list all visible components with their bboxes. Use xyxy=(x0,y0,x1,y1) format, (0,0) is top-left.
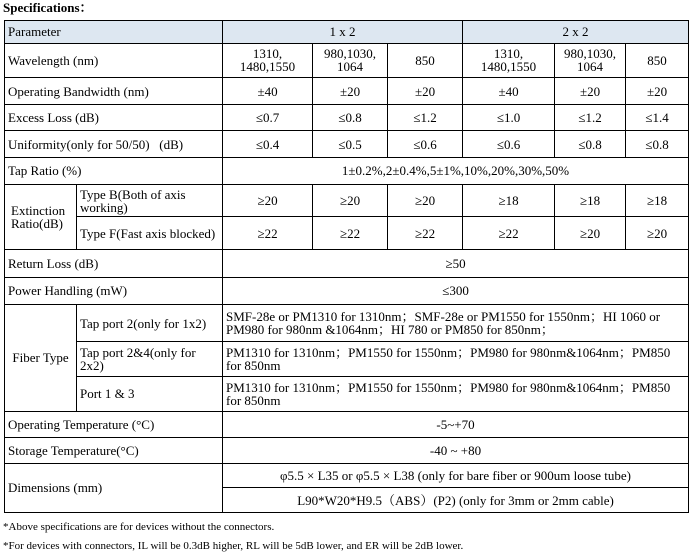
row-label: Power Handling (mW) xyxy=(5,277,223,305)
table-cell: ≤0.8 xyxy=(313,104,388,131)
table-cell: 1±0.2%,2±0.4%,5±1%,10%,20%,30%,50% xyxy=(223,158,689,185)
table-cell: ≤0.5 xyxy=(313,131,388,158)
tap-ratio-row xyxy=(5,158,689,185)
table-cell: ≤0.6 xyxy=(388,131,463,158)
table-cell: ≥18 xyxy=(555,184,626,217)
table-cell: ≤0.8 xyxy=(555,131,626,158)
table-cell: ±40 xyxy=(223,78,313,105)
specifications-table xyxy=(4,20,689,513)
return-loss-row xyxy=(5,250,689,278)
uniformity-row xyxy=(5,131,689,158)
table-cell: ≤0.8 xyxy=(626,131,689,158)
fiber-tap-port-24-row xyxy=(5,342,689,377)
table-cell: ≤1.2 xyxy=(388,104,463,131)
wavelength-row xyxy=(5,43,689,78)
excess-loss-row xyxy=(5,104,689,131)
header-group-1x2: 1 x 2 xyxy=(223,21,463,44)
table-cell: PM1310 for 1310nm；PM1550 for 1550nm；PM980 for 980nm&1064nm；PM850 for 850nm xyxy=(223,342,689,377)
table-cell: 1310, 1480,1550 xyxy=(223,43,313,78)
row-label: Dimensions (mm) xyxy=(5,463,223,512)
table-cell: PM1310 for 1310nm；PM1550 for 1550nm；PM980 for 980nm&1064nm；PM850 for 850nm xyxy=(223,376,689,411)
header-parameter: Parameter xyxy=(5,21,223,44)
table-cell: ≤300 xyxy=(223,277,689,305)
row-label: Type F(Fast axis blocked) xyxy=(77,217,223,250)
fiber-tap-port-2-row xyxy=(5,305,689,342)
table-cell: ≥20 xyxy=(223,184,313,217)
table-cell: ±40 xyxy=(463,78,555,105)
table-cell: 980,1030, 1064 xyxy=(313,43,388,78)
extinction-type-f-row xyxy=(5,217,689,250)
table-cell: ≤1.2 xyxy=(555,104,626,131)
table-cell: ≥18 xyxy=(463,184,555,217)
table-cell: φ5.5 × L35 or φ5.5 × L38 (only for bare fiber or 900um loose tube) xyxy=(223,463,689,488)
table-cell: ≥20 xyxy=(313,184,388,217)
table-cell: ≥18 xyxy=(626,184,689,217)
table-cell: ≤1.0 xyxy=(463,104,555,131)
header-group-2x2: 2 x 2 xyxy=(463,21,689,44)
specifications-heading: Specifications： xyxy=(3,0,93,15)
table-cell: ≤1.4 xyxy=(626,104,689,131)
extinction-type-b-row xyxy=(5,184,689,217)
row-label: Type B(Both of axis working) xyxy=(77,184,223,217)
dimensions-row-1 xyxy=(5,463,689,488)
table-cell: -5~+70 xyxy=(223,411,689,438)
table-cell: ≥20 xyxy=(388,184,463,217)
row-label: Uniformity(only for 50/50) (dB) xyxy=(5,131,223,158)
table-cell: ≥20 xyxy=(555,217,626,250)
table-cell: ≥22 xyxy=(313,217,388,250)
table-cell: ≥22 xyxy=(388,217,463,250)
operating-temperature-row xyxy=(5,411,689,438)
table-cell: ≥20 xyxy=(626,217,689,250)
row-label: Tap port 2(only for 1x2) xyxy=(77,305,223,342)
row-label: Excess Loss (dB) xyxy=(5,104,223,131)
table-cell: L90*W20*H9.5（ABS）(P2) (only for 3mm or 2mm cable) xyxy=(223,488,689,513)
table-cell: ≤0.7 xyxy=(223,104,313,131)
table-cell: ≥22 xyxy=(223,217,313,250)
row-label: Tap Ratio (%) xyxy=(5,158,223,185)
footnote-with-connectors: *For devices with connectors, IL will be 0.3dB higher, RL will be 5dB lower, and ER will be 2dB lower. xyxy=(3,540,464,552)
table-header-row xyxy=(5,21,689,44)
table-cell: ±20 xyxy=(388,78,463,105)
row-label: Wavelength (nm) xyxy=(5,43,223,78)
row-label: Operating Temperature (°C) xyxy=(5,411,223,438)
table-cell: 980,1030, 1064 xyxy=(555,43,626,78)
table-cell: 850 xyxy=(388,43,463,78)
row-label: Storage Temperature(°C) xyxy=(5,438,223,464)
power-handling-row xyxy=(5,277,689,305)
table-cell: ≤0.4 xyxy=(223,131,313,158)
table-cell: ±20 xyxy=(313,78,388,105)
table-cell: ≥50 xyxy=(223,250,689,278)
table-cell: 1310, 1480,1550 xyxy=(463,43,555,78)
table-cell: SMF-28e or PM1310 for 1310nm；SMF-28e or PM1550 for 1550nm；HI 1060 or PM980 for 980nm &1064nm；HI 780 or PM850 for 850nm； xyxy=(223,305,689,342)
table-cell: -40 ~ +80 xyxy=(223,438,689,464)
row-label: Return Loss (dB) xyxy=(5,250,223,278)
table-cell: ±20 xyxy=(555,78,626,105)
bandwidth-row xyxy=(5,78,689,105)
storage-temperature-row xyxy=(5,438,689,464)
fiber-type-label: Fiber Type xyxy=(5,305,77,411)
table-cell: ≤0.6 xyxy=(463,131,555,158)
table-cell: ≥22 xyxy=(463,217,555,250)
row-label: Operating Bandwidth (nm) xyxy=(5,78,223,105)
table-cell: 850 xyxy=(626,43,689,78)
row-label: Tap port 2&4(only for 2x2) xyxy=(77,342,223,377)
extinction-ratio-label: Extinction Ratio(dB) xyxy=(5,184,77,249)
row-label: Port 1 & 3 xyxy=(77,376,223,411)
fiber-port-13-row xyxy=(5,376,689,411)
table-cell: ±20 xyxy=(626,78,689,105)
footnote-no-connectors: *Above specifications are for devices without the connectors. xyxy=(3,521,275,533)
